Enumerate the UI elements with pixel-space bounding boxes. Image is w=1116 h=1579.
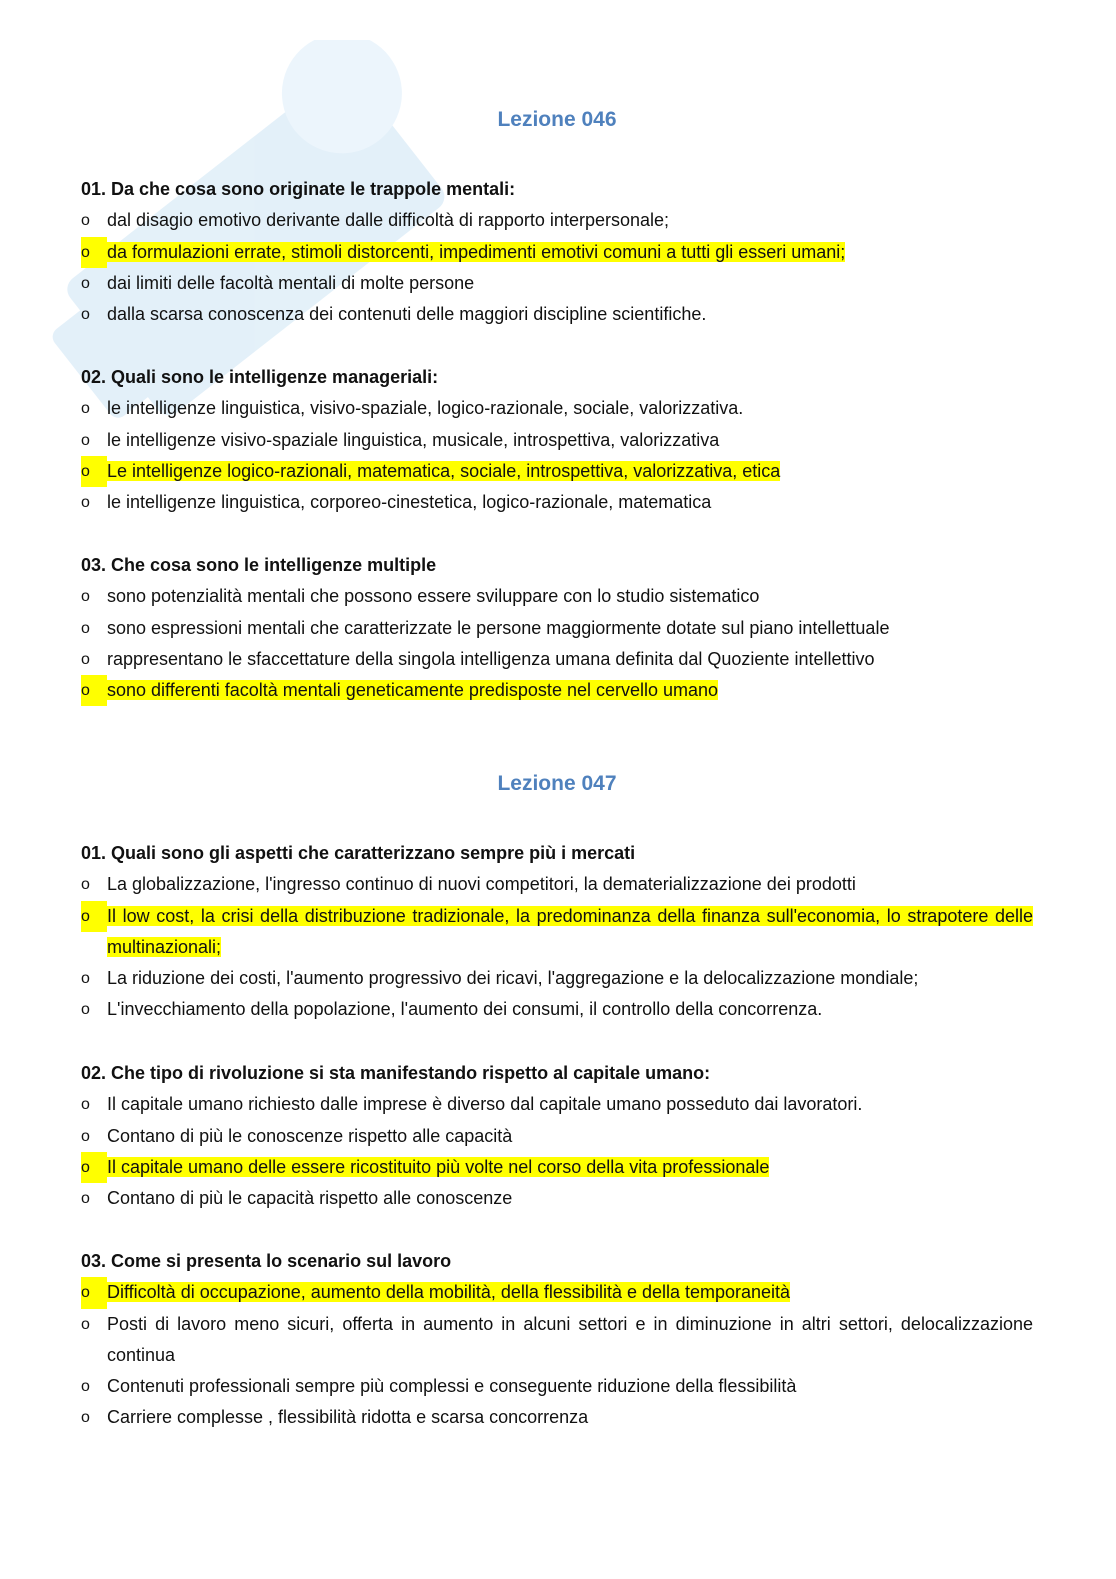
bullet-icon: o (81, 306, 90, 324)
option-item: o Carriere complesse , flessibilità ridotta e scarsa concorrenza (81, 1402, 1033, 1433)
option-item: o le intelligenze linguistica, visivo-spaziale, logico-razionale, sociale, valorizzativa. (81, 393, 1033, 424)
question-block (81, 1058, 1033, 1214)
option-item: o Posti di lavoro meno sicuri, offerta in aumento in alcuni settori e in diminuzione in altri settori, delocalizzazione continua (81, 1309, 1033, 1372)
option-item: o le intelligenze linguistica, corporeo-cinestetica, logico-razionale, matematica (81, 487, 1033, 518)
option-item-correct: o sono differenti facoltà mentali geneticamente predisposte nel cervello umano (81, 675, 1033, 706)
option-item: o dai limiti delle facoltà mentali di molte persone (81, 268, 1033, 299)
option-item: o La globalizzazione, l'ingresso continuo di nuovi competitori, la dematerializzazione dei prodotti (81, 869, 1033, 900)
option-item-correct: o da formulazioni errate, stimoli distorcenti, impedimenti emotivi comuni a tutti gli esseri umani; (81, 237, 1033, 268)
option-item: o L'invecchiamento della popolazione, l'aumento dei consumi, il controllo della concorrenza. (81, 994, 1033, 1025)
bullet-icon: o (81, 1277, 107, 1308)
option-item-correct: o Il capitale umano delle essere ricostituito più volte nel corso della vita professionale (81, 1152, 1033, 1183)
option-item-correct: o Difficoltà di occupazione, aumento della mobilità, della flessibilità e della temporaneità (81, 1277, 1033, 1308)
option-list (81, 581, 1033, 706)
option-item: o La riduzione dei costi, l'aumento progressivo dei ricavi, l'aggregazione e la delocalizzazione mondiale; (81, 963, 1033, 994)
question-text: 02. Che tipo di rivoluzione si sta manifestando rispetto al capitale umano: (81, 1063, 711, 1083)
question-block (81, 1246, 1033, 1434)
bullet-icon: o (81, 619, 90, 637)
question-block (81, 550, 1033, 706)
bullet-icon: o (81, 1315, 90, 1333)
option-list (81, 1089, 1033, 1214)
lesson-title: Lezione 046 (497, 108, 617, 131)
option-item-correct: o Il low cost, la crisi della distribuzione tradizionale, la predominanza della finanza sull'economia, lo strapotere delle multinazionali; (81, 901, 1033, 964)
bullet-icon: o (81, 1190, 90, 1208)
option-list (81, 1277, 1033, 1433)
question-block (81, 174, 1033, 330)
option-list (81, 869, 1033, 1025)
option-item: o Il capitale umano richiesto dalle imprese è diverso dal capitale umano posseduto dai lavoratori. (81, 1089, 1033, 1120)
option-item: o Contenuti professionali sempre più complessi e conseguente riduzione della flessibilità (81, 1371, 1033, 1402)
question-block (81, 838, 1033, 1026)
bullet-icon: o (81, 876, 90, 894)
question-text: 01. Da che cosa sono originate le trappole mentali: (81, 179, 516, 199)
option-item: o dal disagio emotivo derivante dalle difficoltà di rapporto interpersonale; (81, 205, 1033, 236)
question-text: 01. Quali sono gli aspetti che caratterizzano sempre più i mercati (81, 843, 636, 863)
question-block (81, 362, 1033, 518)
option-item: o Contano di più le capacità rispetto alle conoscenze (81, 1183, 1033, 1214)
bullet-icon: o (81, 456, 107, 487)
bullet-icon: o (81, 901, 107, 932)
bullet-icon: o (81, 1152, 107, 1183)
bullet-icon: o (81, 970, 90, 988)
option-item: o sono potenzialità mentali che possono essere sviluppare con lo studio sistematico (81, 581, 1033, 612)
option-item: o sono espressioni mentali che caratterizzate le persone maggiormente dotate sul piano intellettuale (81, 613, 1033, 644)
bullet-icon: o (81, 675, 107, 706)
option-item: o dalla scarsa conoscenza dei contenuti delle maggiori discipline scientifiche. (81, 299, 1033, 330)
bullet-icon: o (81, 494, 90, 512)
question-text: 03. Come si presenta lo scenario sul lavoro (81, 1251, 452, 1271)
option-item: o Contano di più le conoscenze rispetto alle capacità (81, 1121, 1033, 1152)
option-list (81, 205, 1033, 330)
option-item: o le intelligenze visivo-spaziale linguistica, musicale, introspettiva, valorizzativa (81, 425, 1033, 456)
bullet-icon: o (81, 1127, 90, 1145)
bullet-icon: o (81, 237, 107, 268)
option-item-correct: o Le intelligenze logico-razionali, matematica, sociale, introspettiva, valorizzativa, etica (81, 456, 1033, 487)
question-text: 03. Che cosa sono le intelligenze multiple (81, 555, 437, 575)
bullet-icon: o (81, 400, 90, 418)
question-text: 02. Quali sono le intelligenze manageriali: (81, 367, 439, 387)
bullet-icon: o (81, 1096, 90, 1114)
bullet-icon: o (81, 1001, 90, 1019)
bullet-icon: o (81, 588, 90, 606)
bullet-icon: o (81, 1409, 90, 1427)
bullet-icon: o (81, 650, 90, 668)
option-item: o rappresentano le sfaccettature della singola intelligenza umana definita dal Quoziente intellettivo (81, 644, 1033, 675)
lesson-title: Lezione 047 (497, 772, 617, 795)
bullet-icon: o (81, 212, 90, 230)
bullet-icon: o (81, 274, 90, 292)
bullet-icon: o (81, 1378, 90, 1396)
bullet-icon: o (81, 431, 90, 449)
option-list (81, 393, 1033, 518)
